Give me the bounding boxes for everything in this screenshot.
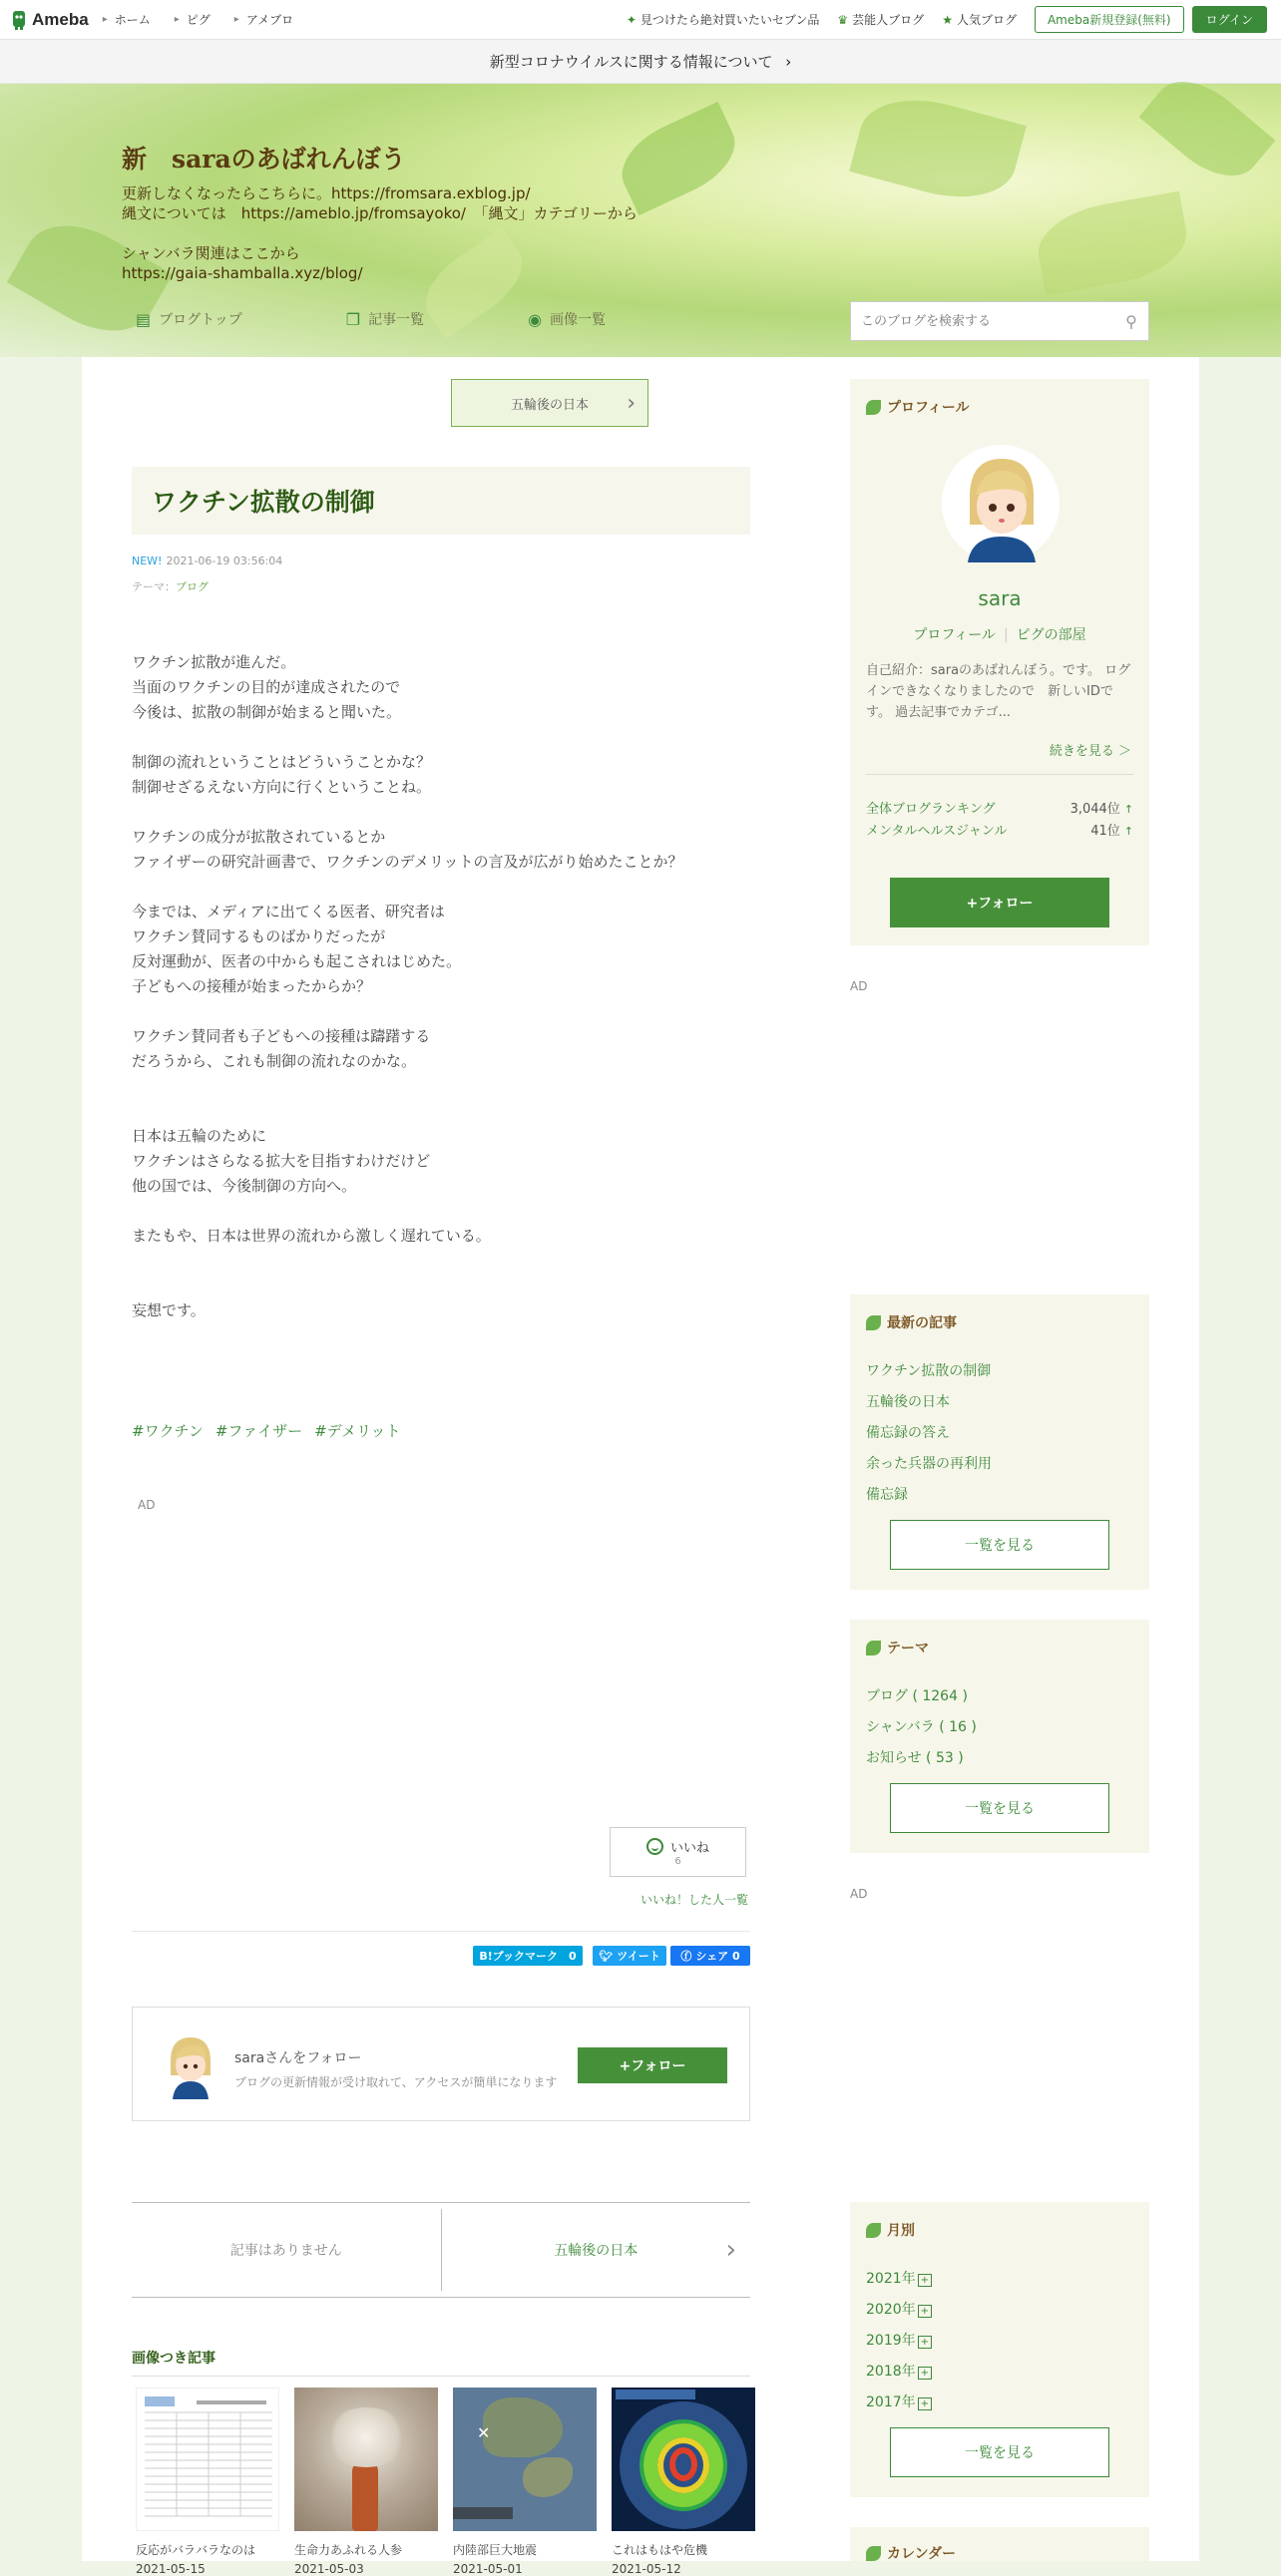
ranking-value: 3,044位 xyxy=(1069,802,1120,817)
map-thumbnail xyxy=(453,2388,597,2531)
calendar-title-text: カレンダー xyxy=(887,2546,957,2562)
aurora-core xyxy=(669,2447,697,2481)
year-label: 2021年 xyxy=(866,2271,916,2287)
leaf-icon xyxy=(866,2223,881,2238)
body-line: 反対運動が、医者の中からも起こされはじめた。 xyxy=(132,952,462,970)
blog-nav-images-label: 画像一覧 xyxy=(550,312,607,328)
blog-nav-images[interactable] xyxy=(528,309,657,329)
crown-icon: ♛ xyxy=(837,12,849,27)
ranking-label[interactable]: 全体ブログランキング xyxy=(866,802,996,817)
image-article-card[interactable] xyxy=(612,2388,755,2576)
recent-more-button[interactable]: 一覧を見る xyxy=(890,1520,1109,1570)
recent-article-link[interactable]: 五輪後の日本 xyxy=(866,1394,950,1410)
global-nav-right xyxy=(627,6,1281,33)
hatena-bookmark-button[interactable]: B!ブックマーク 0 xyxy=(473,1946,583,1966)
blog-nav-entries[interactable] xyxy=(346,309,476,329)
body-line: 子どもへの接種が始まったからか？ xyxy=(132,977,372,995)
blog-description: 更新しなくなったらこちらに。https://fromsara.exblog.jp/ 縄文については https://ameblo.jp/fromsayoko/ 「縄文」カテゴリーから シャンバラ関連はここから https://gaia-shamballa.xyz/blog/ xyxy=(122,184,638,282)
body-line: 当面のワクチンの目的が達成されたので xyxy=(132,678,401,696)
facebook-share-button[interactable] xyxy=(670,1946,750,1966)
ad-label: AD xyxy=(138,1498,156,1512)
themes-box xyxy=(850,1620,1149,1853)
body-line: ワクチン賛同者も子どもへの接種は躊躇する xyxy=(132,1027,431,1045)
article-title[interactable]: ワクチン拡散の制御 xyxy=(132,467,750,535)
month-year-link[interactable] xyxy=(866,2330,932,2361)
follow-card-title: saraさんをフォロー xyxy=(234,2050,362,2066)
next-article-link[interactable]: 五輪後の日本 › xyxy=(442,2203,751,2297)
nav-pigg[interactable]: ▸ ピグ xyxy=(175,11,211,28)
carrot-shape xyxy=(352,2461,378,2531)
body-line: 今後は、拡散の制御が始まると聞いた。 xyxy=(132,703,402,721)
expand-plus-icon[interactable]: + xyxy=(918,2367,932,2380)
monthly-archive-box xyxy=(850,2202,1149,2497)
global-header xyxy=(0,0,1281,40)
ranking-label[interactable]: メンタルヘルスジャンル xyxy=(866,824,1008,839)
prev-article-none: 記事はありません xyxy=(132,2209,442,2291)
landmass xyxy=(523,2457,573,2497)
table-screenshot-thumbnail xyxy=(136,2388,279,2531)
body-line: 制御せざるえない方向に行くということね。 xyxy=(132,778,432,796)
sidebar-ad-label: AD xyxy=(850,979,868,993)
nav-home[interactable]: ▸ ホーム xyxy=(103,11,151,28)
image-article-caption: これはもはや危機 xyxy=(612,2543,708,2557)
carrot-photo-thumbnail xyxy=(294,2388,438,2531)
year-label: 2018年 xyxy=(866,2364,916,2380)
search-icon[interactable]: ⚲ xyxy=(1125,311,1137,331)
image-article-caption: 生命力あふれる人参 xyxy=(294,2543,403,2557)
body-line: 日本は五輪のために xyxy=(132,1127,267,1145)
facebook-share-label: シェア 0 xyxy=(695,1950,740,1963)
image-article-caption: 内陸部巨大地震 xyxy=(453,2543,538,2557)
login-button[interactable]: ログイン xyxy=(1192,6,1267,33)
image-articles-title: 画像つき記事 xyxy=(132,2351,215,2367)
recent-title-text: 最新の記事 xyxy=(887,1315,957,1331)
image-articles-list xyxy=(136,2388,770,2576)
nav-celebrity-blog[interactable] xyxy=(837,11,924,28)
divider xyxy=(132,2376,750,2377)
profile-name[interactable]: sara xyxy=(978,586,1022,610)
like-count: 6 xyxy=(674,1856,681,1867)
follow-button[interactable]: +フォロー xyxy=(578,2047,727,2083)
body-line: ワクチン賛同するものばかりだったが xyxy=(132,927,386,945)
body-line: ワクチン拡散が進んだ。 xyxy=(132,653,296,671)
hashtag-link[interactable]: #デメリット xyxy=(314,1422,401,1440)
ranking-row xyxy=(866,820,1133,839)
recent-title xyxy=(866,1312,957,1332)
leaf-icon xyxy=(866,400,881,415)
pig-room-link[interactable]: ピグの部屋 xyxy=(1016,627,1086,643)
image-article-caption: 反応がバラバラなのは xyxy=(136,2543,256,2557)
tweet-label: ツイート xyxy=(617,1950,660,1963)
expand-plus-icon[interactable]: + xyxy=(918,2336,932,2349)
aurora-forecast-thumbnail xyxy=(612,2388,755,2531)
image-article-card[interactable] xyxy=(136,2388,279,2576)
profile-title xyxy=(866,397,970,417)
body-line xyxy=(132,800,750,825)
month-year-link[interactable] xyxy=(866,2361,932,2392)
nav-celebrity-blog-label: 芸能人ブログ xyxy=(852,13,925,27)
body-line xyxy=(132,1199,750,1224)
expand-plus-icon[interactable]: + xyxy=(918,2305,932,2318)
ranking-value: 41位 xyxy=(1090,824,1120,839)
list-icon: ❐ xyxy=(345,309,361,329)
expand-plus-icon[interactable]: + xyxy=(918,2274,932,2287)
month-year-link[interactable] xyxy=(866,2392,932,2422)
body-line xyxy=(132,875,750,900)
monthly-title-text: 月別 xyxy=(887,2223,915,2239)
expand-plus-icon[interactable]: + xyxy=(918,2397,932,2410)
leaf-icon xyxy=(866,2546,881,2561)
nav-ameblo[interactable]: ▸ アメブロ xyxy=(234,11,293,28)
recent-article-link[interactable]: 備忘録の答え xyxy=(866,1425,950,1441)
profile-title-text: プロフィール xyxy=(887,400,970,416)
theme-link[interactable]: シャンバラ ( 16 ) xyxy=(866,1719,977,1735)
themes-list xyxy=(866,1685,977,1778)
profile-more-link[interactable]: 続きを見る ＞ xyxy=(1049,744,1131,759)
recent-articles-box xyxy=(850,1294,1149,1590)
blog-nav-top-label: ブログトップ xyxy=(159,312,242,328)
profile-links xyxy=(850,624,1149,644)
theme-link[interactable]: ブログ ( 1264 ) xyxy=(866,1688,968,1704)
body-line: 妄想です。 xyxy=(132,1301,206,1319)
nav-seven-items[interactable] xyxy=(627,11,820,28)
twitter-icon: 🐦︎ xyxy=(599,1949,614,1963)
theme-link[interactable]: ブログ xyxy=(176,580,209,593)
root-fibers xyxy=(324,2407,408,2467)
facebook-icon: ⓕ xyxy=(680,1950,692,1963)
body-line: 今までは、メディアに出てくる医者、研究者は xyxy=(132,903,445,920)
blog-nav-top[interactable] xyxy=(136,309,294,329)
follow-card-subtitle: ブログの更新情報が受け取れて、アクセスが簡単になります xyxy=(234,2075,558,2089)
notice-text: 新型コロナウイルスに関する情報について xyxy=(489,53,773,71)
themes-title xyxy=(866,1638,929,1657)
landmass xyxy=(483,2397,563,2457)
ameba-mark-icon xyxy=(10,9,28,31)
covid-notice-link[interactable] xyxy=(0,40,1281,84)
article-datetime: 2021-06-19 03:56:04 xyxy=(166,554,283,567)
recent-article-link[interactable]: 備忘録 xyxy=(866,1487,908,1503)
article-meta xyxy=(132,554,282,567)
monthly-more-button[interactable]: 一覧を見る xyxy=(890,2427,1109,2477)
theme-label: テーマ： xyxy=(132,580,176,593)
image-article-card[interactable] xyxy=(453,2388,597,2576)
smile-icon xyxy=(646,1838,663,1855)
leaf-icon xyxy=(866,1641,881,1656)
ranking-row xyxy=(866,798,1133,817)
camera-icon: ◉ xyxy=(528,309,543,329)
body-line: 他の国では、今後制御の方向へ。 xyxy=(132,1177,357,1195)
month-year-link[interactable] xyxy=(866,2268,932,2299)
chevron-right-icon: › xyxy=(785,53,792,71)
sidebar-ad-label: AD xyxy=(850,1887,868,1901)
blog-search xyxy=(850,301,1149,341)
leaf-icon xyxy=(866,1315,881,1330)
nav-popular-blog[interactable] xyxy=(942,11,1017,28)
article-pager xyxy=(132,2202,750,2298)
calendar-title xyxy=(866,2543,956,2563)
leaf-decoration xyxy=(1139,64,1276,194)
logo-text: Ameba xyxy=(32,9,89,29)
image-article-date: 2021-05-01 xyxy=(453,2562,523,2576)
image-article-date: 2021-05-12 xyxy=(612,2562,681,2576)
like-button[interactable] xyxy=(610,1827,746,1877)
body-line: ワクチンはさらなる拡大を目指すわけだけど xyxy=(132,1152,431,1170)
image-article-card[interactable] xyxy=(294,2388,438,2576)
divider xyxy=(866,774,1133,775)
map-ui-bar xyxy=(453,2507,513,2519)
year-label: 2020年 xyxy=(866,2302,916,2318)
rank-up-arrow-icon: ↑ xyxy=(1123,803,1133,816)
leaf-decoration xyxy=(849,85,1027,212)
body-line: またもや、日本は世界の流れから激しく遅れている。 xyxy=(132,1227,491,1245)
table-image xyxy=(137,2389,280,2532)
new-badge: NEW! xyxy=(132,554,163,567)
document-icon: ▤ xyxy=(136,309,152,329)
theme-link[interactable]: お知らせ ( 53 ) xyxy=(866,1750,964,1766)
body-line xyxy=(132,999,750,1024)
profile-follow-button[interactable]: +フォロー xyxy=(890,878,1109,927)
body-line xyxy=(132,1099,750,1124)
profile-box xyxy=(850,379,1149,945)
image-article-date: 2021-05-15 xyxy=(136,2562,206,2576)
divider xyxy=(132,1931,750,1932)
recent-list xyxy=(866,1360,992,1515)
themes-more-button[interactable]: 一覧を見る xyxy=(890,1783,1109,1833)
next-article-top-button[interactable]: 五輪後の日本 › xyxy=(451,379,648,427)
month-year-link[interactable] xyxy=(866,2299,932,2330)
body-line: だろうから、これも制御の流れなのかな。 xyxy=(132,1052,417,1070)
blog-nav xyxy=(136,309,709,329)
blog-header xyxy=(0,84,1281,357)
rank-up-arrow-icon: ↑ xyxy=(1123,825,1133,838)
liked-people-link[interactable]: いいね！した人一覧 xyxy=(640,1893,749,1907)
body-line: ファイザーの研究計画書で、ワクチンのデメリットの言及が広がり始めたことか？ xyxy=(132,853,683,871)
year-label: 2017年 xyxy=(866,2394,916,2410)
profile-avatar[interactable] xyxy=(942,445,1060,562)
global-nav xyxy=(103,11,317,28)
leaf-decoration xyxy=(1032,191,1193,296)
avatar xyxy=(942,445,1060,562)
profile-link[interactable]: プロフィール xyxy=(913,627,996,643)
ameba-logo[interactable] xyxy=(10,9,89,31)
body-line: ワクチンの成分が拡散されているとか xyxy=(132,828,386,846)
separator: | xyxy=(1003,627,1009,643)
recent-article-link[interactable]: ワクチン拡散の制御 xyxy=(866,1363,992,1379)
hashtag-list xyxy=(132,1420,412,1441)
monthly-title xyxy=(866,2220,915,2240)
sparkle-icon: ✦ xyxy=(626,12,637,27)
body-line xyxy=(132,1074,750,1099)
nav-seven-items-label: 見つけたら絶対買いたいセブン品 xyxy=(640,13,820,27)
year-label: 2019年 xyxy=(866,2333,916,2349)
hashtag-link[interactable]: #ファイザー xyxy=(214,1422,303,1440)
monthly-list xyxy=(866,2268,932,2422)
themes-title-text: テーマ xyxy=(887,1641,929,1656)
blog-search-input[interactable] xyxy=(851,314,1114,329)
like-label: いいね xyxy=(669,1841,709,1856)
register-button[interactable]: Ameba新規登録(無料) xyxy=(1035,6,1184,33)
hashtag-link[interactable]: #ワクチン xyxy=(132,1422,204,1440)
recent-article-link[interactable]: 余った兵器の再利用 xyxy=(866,1456,992,1472)
tweet-button[interactable] xyxy=(593,1946,666,1966)
image-article-date: 2021-05-03 xyxy=(294,2562,364,2576)
article-body xyxy=(132,650,750,1323)
blog-nav-entries-label: 記事一覧 xyxy=(368,312,425,328)
forecast-title-bar xyxy=(616,2390,695,2399)
body-line: 制御の流れということはどういうことかな？ xyxy=(132,753,432,771)
blog-title[interactable]: 新 saraのあばれんぼう xyxy=(122,145,406,174)
map-close-marker: ✕ xyxy=(477,2423,491,2442)
star-icon: ★ xyxy=(942,12,953,27)
avatar[interactable] xyxy=(157,2031,224,2099)
profile-intro: 自己紹介：saraのあばれんぼう。です。 ログインできなくなりましたので 新しいIDです。 過去記事でカテゴ... xyxy=(866,663,1131,720)
body-line xyxy=(132,725,750,750)
body-line xyxy=(132,1274,750,1298)
article-theme xyxy=(132,578,209,594)
nav-popular-blog-label: 人気ブログ xyxy=(956,13,1017,27)
calendar-box xyxy=(850,2527,1149,2561)
body-line xyxy=(132,1249,750,1274)
follow-card xyxy=(132,2007,750,2121)
